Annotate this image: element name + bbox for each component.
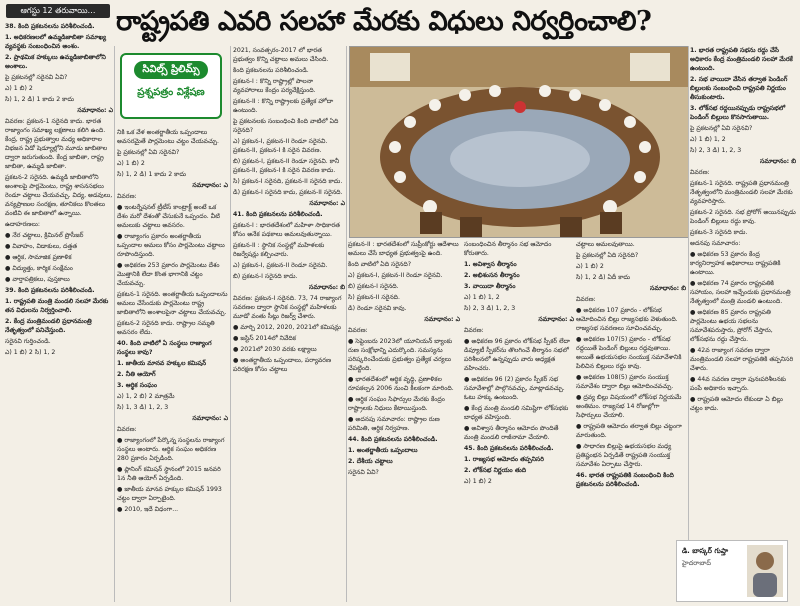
paragraph: బి) ప్రకటన-I, ప్రకటన-II రెండూ సరైనవి. కానీ ప్రకటన-II, ప్రకటన-I కి సరైన వివరణ కాదు. xyxy=(233,158,340,174)
author-box xyxy=(676,540,788,602)
column-5 xyxy=(464,240,574,540)
paragraph: ● రాజ్యాంగంలో పేర్కొన్న సంస్థలను రాజ్యాంగ సంస్థలు అంటారు. ఆర్థిక సంఘం అధికరణ 280 ప్రకారం ఏర్పడింది. xyxy=(117,437,225,462)
paragraph: ఎ) ప్రకటన-I, ప్రకటన-II రెండూ సరైనవి. ప్రకటన-II, ప్రకటన-I కి సరైన వివరణ. xyxy=(233,138,328,154)
paragraph: 2. అభిశంసన తీర్మానం xyxy=(464,272,520,279)
paragraph: 2021, సంవత్సరం-2017 లో భారత ప్రభుత్వం కొన్ని చట్టాలు అమలు చేసింది. xyxy=(233,47,329,63)
paragraph: సమాధానం: బి xyxy=(760,158,796,165)
paragraph: డి) రెండూ సరైనవి కావు. xyxy=(348,305,407,312)
paragraph: ● ద్రవ్య బిల్లు విషయంలో లోక్‌సభ నిర్ణయమే అంతిమం. రాజ్యసభ 14 రోజుల్లోగా సిఫార్సులు చేయాలి. xyxy=(576,394,682,419)
paragraph: సమాధానం: ఎ xyxy=(192,182,228,189)
paragraph: నికి ఒక వేళ అంతర్జాతీయ ఒప్పందాలు అవసరమైతే పార్లమెంటు చట్టం చేయవచ్చు. xyxy=(117,129,219,145)
paragraph: 1. జాతీయ మానవ హక్కుల కమిషన్ xyxy=(117,360,207,367)
paragraph: సి) 1, 2 డి) 1 కాదు 2 కాదు xyxy=(117,171,186,178)
paragraph: ప్రకటన-I : కొన్ని రాష్ట్రాల్లో పాలనా వ్యవహారాలు కేంద్రం పర్యవేక్షిస్తుంది. xyxy=(233,78,316,94)
paragraph: ప్రకటన-3 సరైనది కాదు. xyxy=(690,229,748,236)
paragraph: సమాధానం: బి xyxy=(309,284,345,291)
paragraph: ఉదాహరణలు: xyxy=(5,221,40,228)
paragraph: ప్రకటన-I : భారతదేశంలో మహిళా సాధికారత కోసం అనేక పథకాలు అమలవుతున్నాయి. xyxy=(233,222,340,238)
paragraph: 1. రాజ్యసభ ఆమోదం తప్పనిసరి xyxy=(464,456,544,463)
column-6 xyxy=(576,240,686,606)
column-4 xyxy=(348,240,460,606)
paragraph: సమాధానం: ఎ xyxy=(192,415,228,422)
paragraph: ● 42వ రాజ్యాంగ సవరణ ద్వారా మంత్రిమండలి సలహా రాష్ట్రపతికి తప్పనిసరి చేశారు. xyxy=(690,347,794,372)
paragraph: ● ఆర్థిక సంఘం సిఫార్సుల మేరకు కేంద్రం రాష్ట్రాలకు నిధులు కేటాయిస్తుంది. xyxy=(348,396,445,412)
column-divider xyxy=(688,46,689,602)
paragraph: పై ప్రకటనల్లో సరైనవి ఏవి? xyxy=(5,74,68,81)
paragraph: ఎ) 1, 2 బి) 2 మాత్రమే xyxy=(117,393,175,400)
paragraph: పై ప్రకటనల్లో ఏవి సరైనవి? xyxy=(117,149,180,156)
author-name: డి. బాస్కర్ గుప్తా xyxy=(682,547,729,555)
column-3 xyxy=(233,46,345,606)
paragraph: 1. భారత రాష్ట్రపతి సభను రద్దు చేసే అధికారం కేంద్ర మంత్రిమండలి సలహా మేరకే ఉంటుంది. xyxy=(690,47,793,72)
paragraph: వివరణ: xyxy=(117,426,137,433)
paragraph: ● అధికరణ 74 ప్రకారం రాష్ట్రపతికి సహాయం, సలహా ఇచ్చేందుకు ప్రధానమంత్రి నేతృత్వంలో మంత్రి మండలి ఉంటుంది. xyxy=(690,280,791,305)
paragraph: ● అధికరణ 85 ప్రకారం రాష్ట్రపతి పార్లమెంటు ఉభయ సభలను సమావేశపరుస్తారు, ప్రోరోగ్ చేస్తారు, లోక్‌సభను రద్దు చేస్తారు. xyxy=(690,309,773,343)
paragraph: ప్రకటన-2 సరైనది. ఉమ్మడి జాబితాలోని అంశాలపై పార్లమెంటు, రాష్ట్ర శాసనసభలు రెండూ చట్టాలు చేయవచ్చు. విద్య, అడవులు, వన్యప్రాణుల సంరక్షణ, తూనికలు కొలతలు వంటివి ఈ జాబితాలో ఉన్నాయి. xyxy=(5,174,113,217)
paragraph: ● అధికరణ 107(5) ప్రకారం - లోక్‌సభ రద్దయితే పెండింగ్ బిల్లులు రద్దవుతాయి. అయితే ఉభయసభల సంయుక్త సమావేశానికి పిలిచిన బిల్లులు రద్దు కావు. xyxy=(576,336,682,370)
paragraph: పై ప్రకటనల్లో ఏవి సరైనవి? xyxy=(690,125,753,132)
paragraph: సి) ప్రకటన-I సరైనది, ప్రకటన-II సరైనది కాదు. xyxy=(233,178,343,185)
paragraph: సి) 1, 2 డి) 1 కాదు 2 కాదు xyxy=(5,96,74,103)
paragraph: బి) ప్రకటన-I సరైనది కాదు. xyxy=(233,273,298,280)
paragraph: సంబంధించిన తీర్మానం సభ ఆమోదం కోరుతారు. xyxy=(464,241,552,257)
paragraph: ● రాజ్యాంగం ప్రకారం అంతర్జాతీయ ఒప్పందాల అమలు కోసం పార్లమెంటు చట్టాలు రూపొందిస్తుంది. xyxy=(117,233,225,258)
paragraph: వివరణ: xyxy=(464,327,484,334)
paragraph: 3. వాయిదా తీర్మానం xyxy=(464,283,516,290)
paragraph: ● వార్తాపత్రికలు, పుస్తకాలు xyxy=(5,276,70,283)
paragraph: ● ప్లానింగ్ కమిషన్ స్థానంలో 2015 జనవరి 1న నీతి ఆయోగ్ ఏర్పడింది. xyxy=(117,466,221,482)
paragraph: 3. ఆర్థిక సంఘం xyxy=(117,382,157,389)
paragraph: ● ఇంటర్నేషనల్ ట్రీటీస్ కాంట్రాక్ట్ అంటే ఒక దేశం మరో దేశంతో చేసుకునే ఒప్పందం. వీటి అమలుకు చట్టాలు అవసరం. xyxy=(117,204,220,229)
paragraph: 46. భారత రాష్ట్రపతికి సంబంధించి కింది ప్రకటనలను పరిశీలించండి. xyxy=(576,472,674,488)
paragraph: ● అదనపు సమాచారం: రాష్ట్రాల రుణ పరిమితి, ఆర్థిక నిర్వహణ. xyxy=(348,416,440,432)
paragraph: 3. లోక్‌సభ రద్దయినప్పుడు రాష్ట్రసభలో పెండింగ్ బిల్లులు కొనసాగుతాయి. xyxy=(690,105,786,121)
paragraph: ● అధికరణ 253 ప్రకారం పార్లమెంటు దేశం మొత్తానికి లేదా కొంత భాగానికి చట్టం చేయవచ్చు. xyxy=(117,262,220,287)
civils-prelims-badge xyxy=(120,53,222,119)
paragraph: 2. లోక్‌సభ నిర్ణయం తుది xyxy=(464,467,527,474)
paragraph: కింది ప్రకటనలను పరిశీలించండి. xyxy=(233,67,309,74)
paragraph: పై ప్రకటనలకు సంబంధించి కింది వాటిలో ఏది సరైనది? xyxy=(233,118,339,134)
paragraph: ● 2021లో 2030 వరకు లక్ష్యాలు xyxy=(233,346,317,353)
paragraph: 2. కేంద్ర మంత్రిమండలి ప్రధానమంత్రి నేతృత్వంలో పనిచేస్తుంది. xyxy=(5,318,92,334)
paragraph: 1. రాష్ట్రపతి మంత్రి మండలి సలహా మేరకు తన విధులను నిర్వర్తించాలి. xyxy=(5,298,109,314)
paragraph: ● 44వ సవరణ ద్వారా పునఃపరిశీలనకు పంపే అధికారం ఇచ్చారు. xyxy=(690,376,787,392)
paragraph: ఎ) 1 బి) 1, 2 xyxy=(464,294,500,301)
paragraph: ఎ) 1 బి) 1, 2 xyxy=(690,136,726,143)
paragraph: వివరణ: ప్రకటన-1 సరైనది కాదు. భారత రాజ్యాంగం సమాఖ్య లక్షణాలు కలిగి ఉంది. కేంద్ర, రాష్ట్ర ప్రభుత్వాల మధ్య అధికారాల విభజన ఏడో షెడ్యూల్లోని మూడు జాబితాల ద్వారా జరుగుతుంది. కేంద్ర జాబితా, రాష్ట్ర జాబితా, ఉమ్మడి జాబితా. xyxy=(5,118,108,170)
paragraph: ప్రకటన-2 సరైనది కాదు. రాష్ట్రాల సమ్మతి అవసరం లేదు. xyxy=(117,320,215,336)
paragraph: వివరణ: xyxy=(576,296,596,303)
paragraph: ● సాధారణ బిల్లుపై ఉభయసభల మధ్య ప్రతిష్టంభన ఏర్పడితే రాష్ట్రపతి సంయుక్త సమావేశం ఏర్పాటు చేస్తారు. xyxy=(576,443,672,468)
paragraph: ● జాతీయ మానవ హక్కుల కమిషన్ 1993 చట్టం ద్వారా ఏర్పాటైంది. xyxy=(117,486,222,502)
paragraph: ● సెప్టెంబరు 2023లో యూనియన్ బ్యాంకు రుణ సంక్షోభాన్ని ఎదుర్కొంది. సమస్యను పరిష్కరించేందుకు ప్రభుత్వం ప్రత్యేక చర్యలు చేపట్టింది. xyxy=(348,338,453,372)
paragraph: ● అధికరణ 107 ప్రకారం - లోక్‌సభ ఆమోదించిన బిల్లు రాజ్యసభకు వెళుతుంది. రాజ్యసభ సవరణలు సూచించవచ్చు. xyxy=(576,307,678,332)
column-7 xyxy=(690,46,796,606)
paragraph: 1. అవిశ్వాస తీర్మానం xyxy=(464,261,517,268)
author-portrait-icon xyxy=(747,545,783,597)
paragraph: 38. కింది ప్రకటనలను పరిశీలించండి. xyxy=(5,23,95,30)
paragraph: ప్రకటన-1 సరైనది. రాష్ట్రపతి ప్రధానమంత్రి నేతృత్వంలోని మంత్రిమండలి సలహా మేరకు వ్యవహరిస్తారు. xyxy=(690,180,793,205)
paragraph: బి) ప్రకటన-I సరైనది. xyxy=(348,283,399,290)
paragraph: సి) 2, 3 డి) 1, 2, 3 xyxy=(464,305,516,312)
paragraph: ● అధికరణ 96 (2) ప్రకారం స్పీకర్ సభ సమావేశాల్లో పాల్గొనవచ్చు, మాట్లాడవచ్చు. ఓటు హక్కు ఉంటుంది. xyxy=(464,376,565,401)
paragraph: సి) 1, 3 డి) 1, 2, 3 xyxy=(117,404,169,411)
author-photo xyxy=(747,545,783,597)
paragraph: ప్రకటన-1 సరైనది. అంతర్జాతీయ ఒప్పందాలను అమలు చేసేందుకు పార్లమెంటు రాష్ట్ర జాబితాలోని అంశాలపైనా చట్టాలు చేయవచ్చు. xyxy=(117,291,228,316)
column-2 xyxy=(117,128,228,606)
paragraph: ● అధికరణ 108(5) ప్రకారం సంయుక్త సమావేశం ద్వారా బిల్లు ఆమోదించవచ్చు. xyxy=(576,374,674,390)
paragraph: 1. అంతర్జాతీయ ఒప్పందాలు xyxy=(348,447,418,454)
paragraph: ● అధికరణ 53 ప్రకారం కేంద్ర కార్యనిర్వాహక అధికారాలు రాష్ట్రపతికి ఉంటాయి. xyxy=(690,251,781,276)
paragraph: ● వివాహం, విడాకులు, దత్తత xyxy=(5,243,78,250)
paragraph: ● అధికరణ 96 ప్రకారం లోక్‌సభ స్పీకర్ లేదా డిప్యూటీ స్పీకర్‌ను తొలగించే తీర్మానం సభలో పరిశీలనలో ఉన్నప్పుడు వారు అధ్యక్షత వహించరు. xyxy=(464,338,570,372)
paragraph: వివరణ: xyxy=(117,193,137,200)
paragraph: వివరణ: ప్రకటన-I సరైనది. 73, 74 రాజ్యాంగ సవరణల ద్వారా స్థానిక సంస్థల్లో మహిళలకు మూడో వంతు సీట్లు రిజర్వ్ చేశారు. xyxy=(233,295,342,320)
cabinet-meeting-photo xyxy=(349,46,689,238)
badge-title: సివిల్స్ ప్రిలిమ్స్ xyxy=(134,61,207,79)
paragraph: 45. కింది ప్రకటనలను పరిశీలించండి. xyxy=(464,445,554,452)
paragraph: ప్రకటన-II : కొన్ని రాష్ట్రాలకు ప్రత్యేక హోదా ఉంటుంది. xyxy=(233,98,334,114)
paragraph: సమాధానం: ఎ xyxy=(77,107,113,114)
paragraph: ● రాష్ట్రపతి ఆమోదం లేకుండా ఏ బిల్లు చట్టం కాదు. xyxy=(690,396,783,412)
paragraph: ఎ) ప్రకటన-I, ప్రకటన-II రెండూ సరైనవి. xyxy=(348,272,443,279)
paragraph: ఎ) 1 బి) 2 xyxy=(464,478,492,485)
paragraph: పై ప్రకటనల్లో ఏది సరైనది? xyxy=(576,252,639,259)
paragraph: ప్రకటన-II : భారతదేశంలో సుప్రీంకోర్టు ఆదేశాలు అమలు చేసే బాధ్యత ప్రభుత్వంపై ఉంది. xyxy=(348,241,459,257)
paragraph: 2. దేశీయ చట్టాలు xyxy=(348,458,393,465)
badge-subtitle: ప్రశ్నపత్రం విశ్లేషణ xyxy=(137,87,205,98)
column-1 xyxy=(5,22,113,602)
paragraph: ● ఆర్థిక, సామాజిక ప్రణాళిక xyxy=(5,254,72,261)
paragraph: 40. కింది వాటిలో ఏ సంస్థలు రాజ్యాంగ సంస్థలు కావు? xyxy=(117,340,212,356)
paragraph: ఎ) 1 బి) 2 xyxy=(5,85,33,92)
paragraph: 2. ప్రాథమిక హక్కులు ఉమ్మడిజాబితాలోని అంశాలు. xyxy=(5,54,106,70)
paragraph: 41. కింది ప్రకటనలను పరిశీలించండి. xyxy=(233,211,323,218)
paragraph: కింది వాటిలో ఏది సరైనది? xyxy=(348,261,412,268)
paragraph: సరైనవి గుర్తించండి. xyxy=(5,338,51,345)
meeting-room-illustration xyxy=(350,47,688,237)
paragraph: ● నేర చట్టాలు, క్రిమినల్ ప్రొసీజర్ xyxy=(5,232,84,239)
paragraph: సమాధానం: ఎ xyxy=(424,316,460,323)
paragraph: ఎ) 1 బి) 2 సి) 1, 2 xyxy=(5,349,56,356)
paragraph: సి) 2, 3 డి) 1, 2, 3 xyxy=(690,147,742,154)
paragraph: చట్టాలు అమలవుతాయి. xyxy=(576,241,635,248)
paragraph: ప్రకటన-2 సరైనది. సభ ప్రోరోగ్ అయినప్పుడు పెండింగ్ బిల్లులు రద్దు కావు. xyxy=(690,209,796,225)
paragraph: ప్రకటన-II : స్థానిక సంస్థల్లో మహిళలకు రిజర్వేషన్లు కల్పించారు. xyxy=(233,242,325,258)
column-divider xyxy=(346,46,347,602)
paragraph: సి) ప్రకటన-II సరైనది. xyxy=(348,294,401,301)
paragraph: డి) ప్రకటన-I సరైనది కాదు, ప్రకటన-II సరైనది. xyxy=(233,189,343,196)
paragraph: ఎ) ప్రకటన-I, ప్రకటన-II రెండూ సరైనవి. xyxy=(233,262,328,269)
paragraph: ● విద్యుత్తు, కార్మిక సంక్షేమం xyxy=(5,265,73,272)
paragraph: 1. అధికరణలలో ఉమ్మడిజాబితా సమాఖ్య వ్యవస్థకు సంబంధించిన అంశం. xyxy=(5,34,107,50)
paragraph: ఎ) 1 బి) 2 xyxy=(117,160,145,167)
paragraph: వివరణ: xyxy=(348,327,368,334)
paragraph: ఎ) 1 బి) 2 xyxy=(576,263,604,270)
column-divider xyxy=(114,46,115,602)
paragraph: ● కేంద్ర మంత్రి మండలి సమిష్టిగా లోక్‌సభకు బాధ్యత వహిస్తుంది. xyxy=(464,405,569,421)
paragraph: అదనపు సమాచారం: xyxy=(690,240,741,247)
paragraph: సమాధానం: బి xyxy=(650,285,686,292)
paragraph: ● రాష్ట్రపతి ఆమోదం తర్వాత బిల్లు చట్టంగా మారుతుంది. xyxy=(576,423,682,439)
paragraph: సి) 1, 2 డి) ఏదీ కాదు xyxy=(576,274,631,281)
paragraph: ● 2010, ఇదే విధంగా... xyxy=(117,506,179,513)
headline: రాష్ట్రపతి ఎవరి సలహా మేరకు విధులు నిర్వర్తించాలి? xyxy=(116,6,652,37)
paragraph: ● భారతదేశంలో ఆర్థిక వృద్ధి, ప్రణాళికల రూపకల్పన 2006 నుంచి కీలకంగా మారింది. xyxy=(348,376,454,392)
paragraph: సమాధానం: ఎ xyxy=(309,200,345,207)
paragraph: 44. కింది ప్రకటనలను పరిశీలించండి. xyxy=(348,436,438,443)
paragraph: సరైనవి ఏవి? xyxy=(348,469,379,476)
column-divider xyxy=(230,46,231,602)
paragraph: 2. సభ వాయిదా వేసిన తర్వాత పెండింగ్ బిల్లులకు సంబంధించి రాష్ట్రపతి నిర్ణయం తీసుకుంటారు. xyxy=(690,76,788,101)
paragraph: ● మార్చి 2012, 2020, 2021లో కమిషన్లు xyxy=(233,324,342,331)
paragraph: ● అంతర్జాతీయ ఒప్పందాలు, పర్యావరణ పరిరక్షణ కోసం చట్టాలు xyxy=(233,357,332,373)
paragraph: 39. కింది ప్రకటనలను పరిశీలించండి. xyxy=(5,287,95,294)
paragraph: సమాధానం: ఎ xyxy=(538,316,574,323)
paragraph: ● అవిశ్వాస తీర్మానం ఆమోదం పొందితే మంత్రి మండలి రాజీనామా చేయాలి. xyxy=(464,425,559,441)
author-place: హైదరాబాద్ xyxy=(682,559,711,567)
paragraph: ● జస్టిస్ 2014లో నివేదిక xyxy=(233,335,296,342)
date-tag: ఆగస్టు 12 తరువాయి… xyxy=(6,4,110,18)
paragraph: 2. నీతి ఆయోగ్ xyxy=(117,371,156,378)
paragraph: వివరణ: xyxy=(690,169,710,176)
